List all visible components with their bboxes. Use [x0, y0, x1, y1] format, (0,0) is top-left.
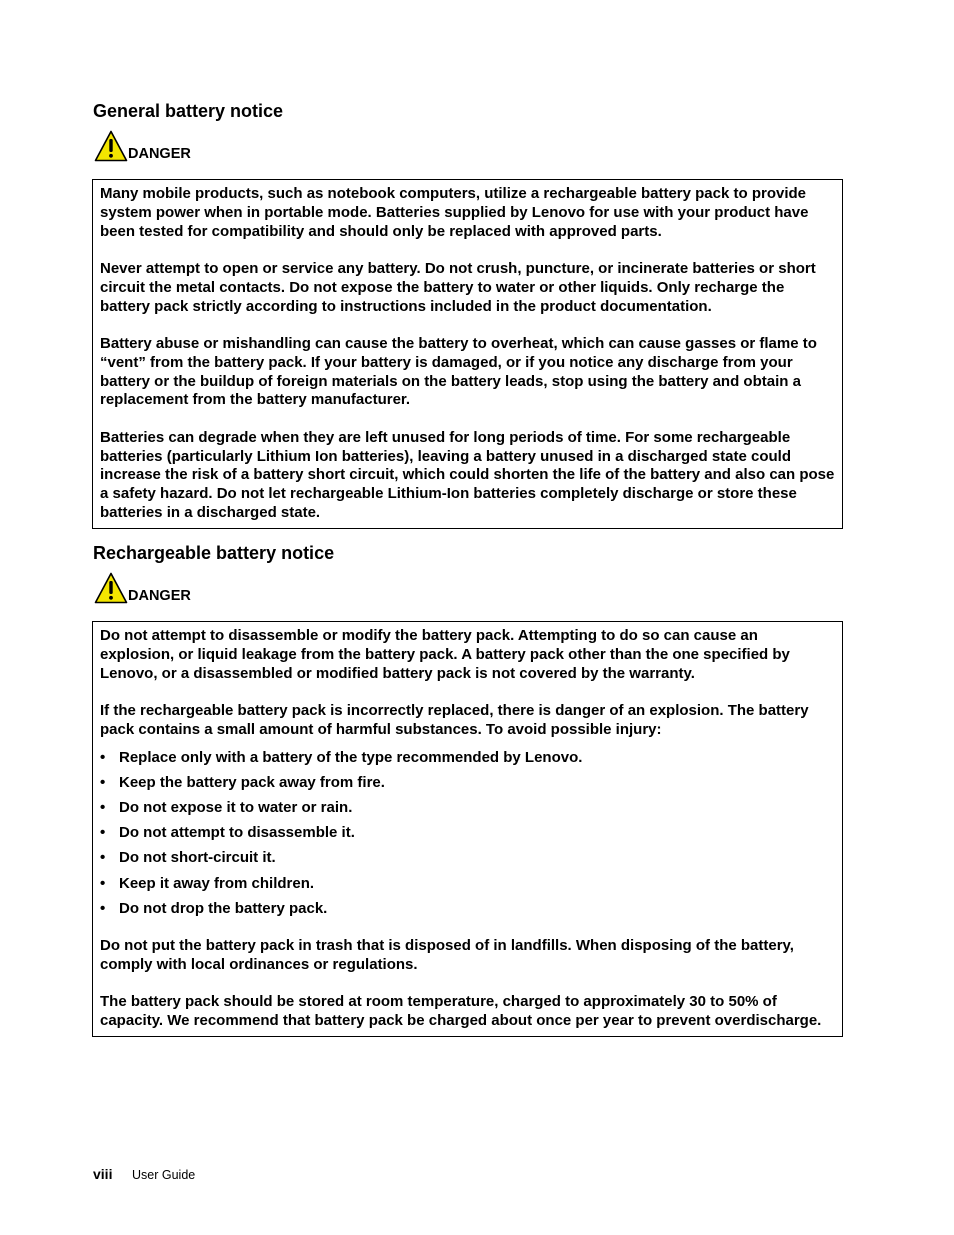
danger-label: DANGER — [128, 146, 191, 162]
notice-paragraph: Do not put the battery pack in trash that is disposed of in landfills. When disposing of the battery, comply with local ordinances or regulations. — [100, 937, 794, 973]
warning-triangle-icon — [94, 130, 128, 162]
list-item: • Do not drop the battery pack. — [100, 900, 835, 919]
danger-label: DANGER — [128, 588, 191, 604]
section-title-rechargeable-battery-notice: Rechargeable battery notice — [93, 543, 335, 563]
notice-paragraph: The battery pack should be stored at room temperature, charged to approximately 30 to 50% of capacity. We recommend that battery pack be charged about once per year to prevent overdischarge. — [100, 993, 822, 1030]
notice-paragraph: Many mobile products, such as notebook computers, utilize a rechargeable battery pack to provide system power when in portable mode. Batteries supplied by Lenovo for use with your product have been tested for compatibility and should only be replaced with approved parts. — [100, 185, 809, 240]
notice-paragraph: If the rechargeable battery pack is incorrectly replaced, there is danger of an explosion. The battery pack contains a small amount of harmful substances. To avoid possible injury: — [100, 701, 809, 738]
notice-paragraph: Battery abuse or mishandling can cause the battery to overheat, which can cause gasses or flame to “vent” from the battery pack. If your battery is damaged, or if you notice any discharge from your battery or the buildup of foreign materials on the battery leads, stop using the battery and obtain a replacement from the battery manufacturer. — [100, 334, 817, 409]
danger-notice-box-general — [92, 179, 843, 529]
section-title-general-battery-notice: General battery notice — [93, 101, 284, 121]
page-number: viii — [93, 1166, 113, 1182]
notice-paragraph: Batteries can degrade when they are left unused for long periods of time. For some rechargeable batteries (particularly Lithium Ion batteries), leaving a battery unused in a discharged state could increase the risk of a battery short circuit, which could shorten the life of the battery and also can pose a safety hazard. Do not let rechargeable Lithium-Ion batteries completely discharge or store these batteries in a discharged state. — [100, 428, 835, 521]
list-item: • Replace only with a battery of the type recommended by Lenovo. — [100, 749, 835, 768]
danger-heading — [94, 570, 191, 604]
warning-triangle-icon — [94, 572, 128, 604]
notice-paragraph: Never attempt to open or service any battery. Do not crush, puncture, or incinerate batteries or short circuit the metal contacts. Do not expose the battery to water or other liquids. Only recharge the battery pack strictly according to instructions included in the product documentation. — [100, 259, 816, 315]
list-item: • Keep it away from children. — [100, 875, 835, 894]
danger-notice-box-rechargeable — [92, 621, 843, 1037]
list-item: • Keep the battery pack away from fire. — [100, 774, 835, 793]
list-item: • Do not short-circuit it. — [100, 849, 835, 868]
list-item: • Do not expose it to water or rain. — [100, 799, 835, 818]
precaution-list — [100, 749, 835, 919]
page-footer — [93, 1166, 195, 1182]
danger-heading — [94, 128, 191, 162]
document-title: User Guide — [132, 1168, 196, 1182]
notice-paragraph: Do not attempt to disassemble or modify the battery pack. Attempting to do so can cause an explosion, or liquid leakage from the battery pack. A battery pack other than the one specified by Lenovo, or a disassembled or modified battery pack is not covered by the warranty. — [100, 627, 790, 682]
list-item: • Do not attempt to disassemble it. — [100, 824, 835, 843]
